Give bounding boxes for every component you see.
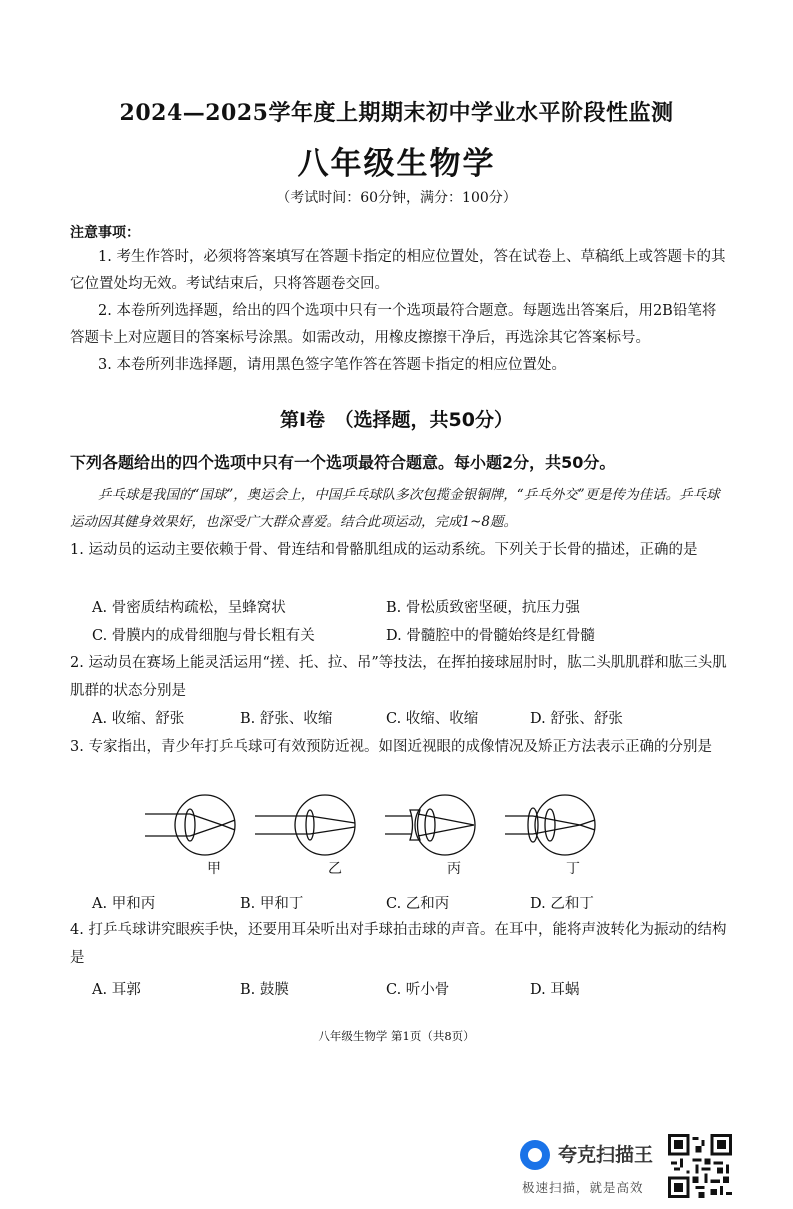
q4-option-b: B. 鼓膜 bbox=[240, 982, 289, 998]
question-4-stem: 4. 打乒乓球讲究眼疾手快，还要用耳朵听出对手球拍击球的声音。在耳中，能将声波转化为振动的结构是 bbox=[70, 922, 727, 966]
q1-option-d: D. 骨髓腔中的骨髓始终是红骨髓 bbox=[386, 628, 595, 644]
notice-item-1: 1. 考生作答时，必须将答案填写在答题卡指定的相应位置处，答在试卷上、草稿纸上或答题卡的其它位置处均无效。考试结束后，只将答题卷交回。 bbox=[70, 249, 726, 292]
figure-label-yi: 乙 bbox=[328, 861, 342, 877]
qr-code-icon bbox=[668, 1134, 732, 1198]
question-2-stem: 2. 运动员在赛场上能灵活运用“搓、托、拉、吊”等技法，在挥拍接球屈肘时，肱二头肌肌群和肱三头肌肌群的状态分别是 bbox=[70, 655, 727, 699]
notice-item-2: 2. 本卷所列选择题，给出的四个选项中只有一个选项最符合题意。每题选出答案后，用2B铅笔将答题卡上对应题目的答案标号涂黑。如需改动，用橡皮擦擦干净后，再选涂其它答案标号。 bbox=[70, 303, 717, 346]
eye-diagram-yi bbox=[255, 795, 355, 855]
q2-option-d: D. 舒张、舒张 bbox=[530, 711, 623, 727]
notice-item-3: 3. 本卷所列非选择题，请用黑色签字笔作答在答题卡指定的相应位置处。 bbox=[98, 357, 566, 373]
q1-option-b: B. 骨松质致密坚硬，抗压力强 bbox=[386, 600, 580, 616]
brand-name: 夸克扫描王 bbox=[558, 1144, 654, 1166]
eye-diagram-jia bbox=[145, 795, 235, 855]
q3-option-d: D. 乙和丁 bbox=[530, 896, 594, 912]
page-footer: 八年级生物学 第1页（共8页） bbox=[318, 1029, 475, 1043]
exam-info: （考试时间：60分钟，满分：100分） bbox=[276, 190, 517, 206]
figure-label-jia: 甲 bbox=[207, 861, 221, 877]
subject-title: 八年级生物学 bbox=[297, 146, 496, 182]
q4-option-d: D. 耳蜗 bbox=[530, 982, 580, 998]
eye-diagram-bing bbox=[385, 795, 475, 855]
quark-logo-icon bbox=[520, 1140, 550, 1170]
scanner-watermark bbox=[520, 1138, 660, 1198]
eye-diagram-figure bbox=[140, 790, 740, 880]
figure-label-ding: 丁 bbox=[566, 861, 580, 877]
passage-intro: 乒乓球是我国的“国球”，奥运会上，中国乒乓球队多次包揽金银铜牌，“乒乓外交”更是传为佳话。乒乓球运动因其健身效果好，也深受广大群众喜爱。结合此项运动，完成1~8题。 bbox=[70, 487, 720, 530]
exam-title: 2024—2025学年度上期期末初中学业水平阶段性监测 bbox=[119, 100, 674, 126]
q2-option-a: A. 收缩、舒张 bbox=[92, 711, 185, 727]
q3-option-c: C. 乙和丙 bbox=[386, 896, 450, 912]
section-instruction: 下列各题给出的四个选项中只有一个选项最符合题意。每小题2分，共50分。 bbox=[70, 453, 616, 472]
q3-option-a: A. 甲和丙 bbox=[92, 896, 156, 912]
q2-option-b: B. 舒张、收缩 bbox=[240, 711, 333, 727]
figure-label-bing: 丙 bbox=[447, 861, 461, 877]
notice-heading: 注意事项： bbox=[70, 225, 140, 241]
q1-option-a: A. 骨密质结构疏松，呈蜂窝状 bbox=[92, 600, 286, 616]
q2-option-c: C. 收缩、收缩 bbox=[386, 711, 479, 727]
q4-option-c: C. 听小骨 bbox=[386, 982, 450, 998]
q1-option-c: C. 骨膜内的成骨细胞与骨长粗有关 bbox=[92, 628, 315, 644]
eye-diagram-ding bbox=[505, 795, 595, 855]
q4-option-a: A. 耳郭 bbox=[92, 982, 141, 998]
section-title: 第Ⅰ卷 （选择题，共50分） bbox=[279, 409, 513, 431]
q3-option-b: B. 甲和丁 bbox=[240, 896, 304, 912]
question-3-stem: 3. 专家指出，青少年打乒乓球可有效预防近视。如图近视眼的成像情况及矫正方法表示正确的分别是 bbox=[70, 739, 712, 755]
brand-slogan: 极速扫描，就是高效 bbox=[522, 1180, 644, 1195]
question-1-stem: 1. 运动员的运动主要依赖于骨、骨连结和骨骼肌组成的运动系统。下列关于长骨的描述，正确的是 bbox=[70, 542, 698, 558]
